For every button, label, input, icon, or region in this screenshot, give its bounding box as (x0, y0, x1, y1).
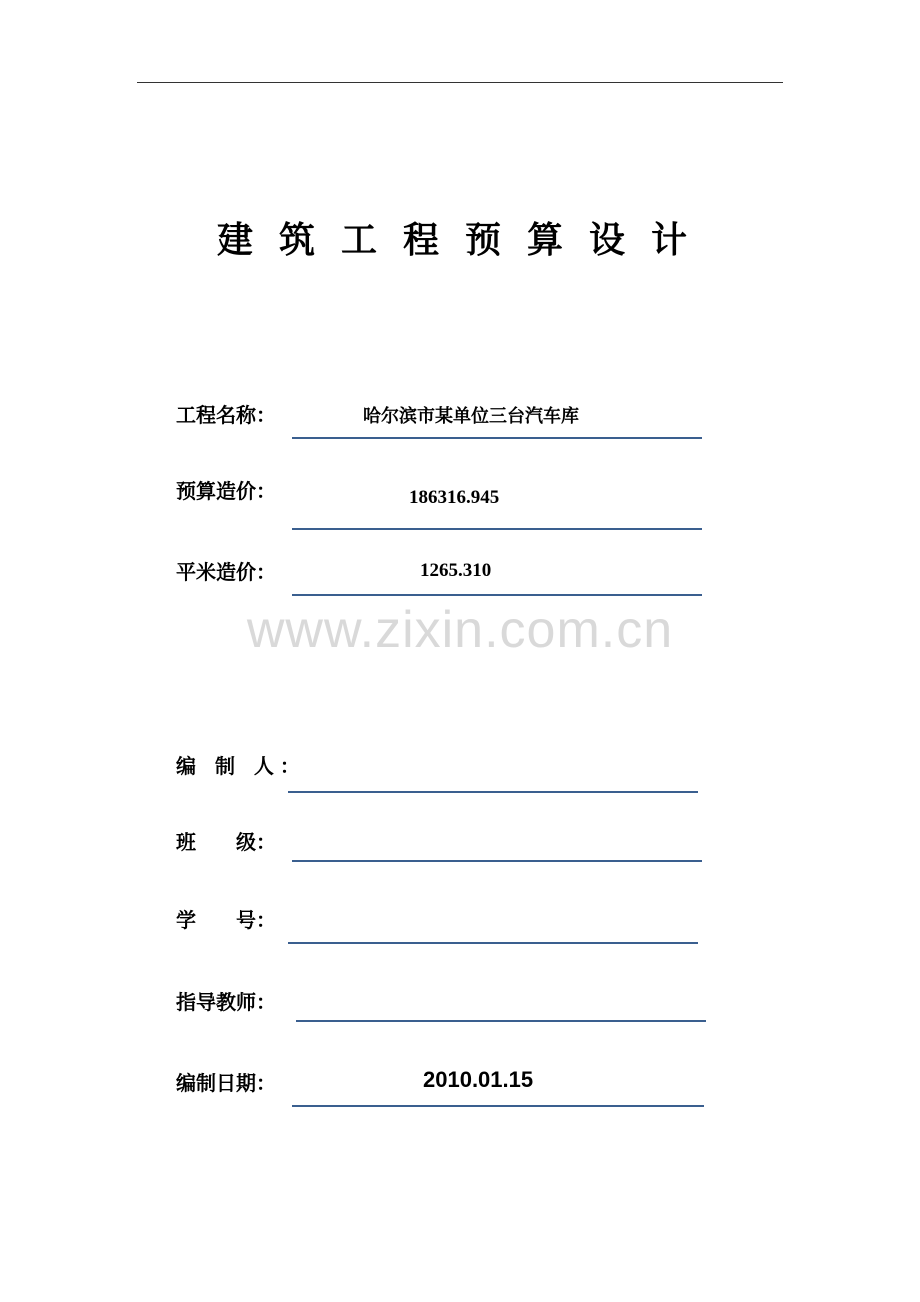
document-title: 建筑工程预算设计 (216, 220, 713, 261)
project-name-underline (292, 437, 702, 439)
advisor-underline (296, 1020, 706, 1022)
budget-cost-underline (292, 528, 702, 530)
class-underline (292, 860, 702, 862)
compiler-label: 编 制 人： (176, 754, 306, 778)
compile-date-underline (292, 1105, 704, 1107)
compile-date-value: 2010.01.15 (423, 1067, 534, 1092)
unit-cost-underline (292, 594, 702, 596)
project-name-value: 哈尔滨市某单位三台汽车库 (363, 406, 579, 427)
class-label: 班 级： (176, 830, 276, 854)
unit-cost-label: 平米造价： (176, 560, 276, 584)
budget-cost-label: 预算造价： (176, 479, 276, 503)
advisor-label: 指导教师： (176, 990, 276, 1014)
watermark: www.zixin.com.cn (246, 601, 674, 659)
compile-date-label: 编制日期： (176, 1071, 276, 1095)
compiler-underline (288, 791, 698, 793)
unit-cost-value: 1265.310 (420, 560, 492, 581)
student-id-label: 学 号： (176, 908, 276, 932)
student-id-underline (288, 942, 698, 944)
budget-cost-value: 186316.945 (409, 487, 500, 508)
project-name-label: 工程名称： (176, 403, 276, 427)
top-rule (137, 82, 783, 83)
